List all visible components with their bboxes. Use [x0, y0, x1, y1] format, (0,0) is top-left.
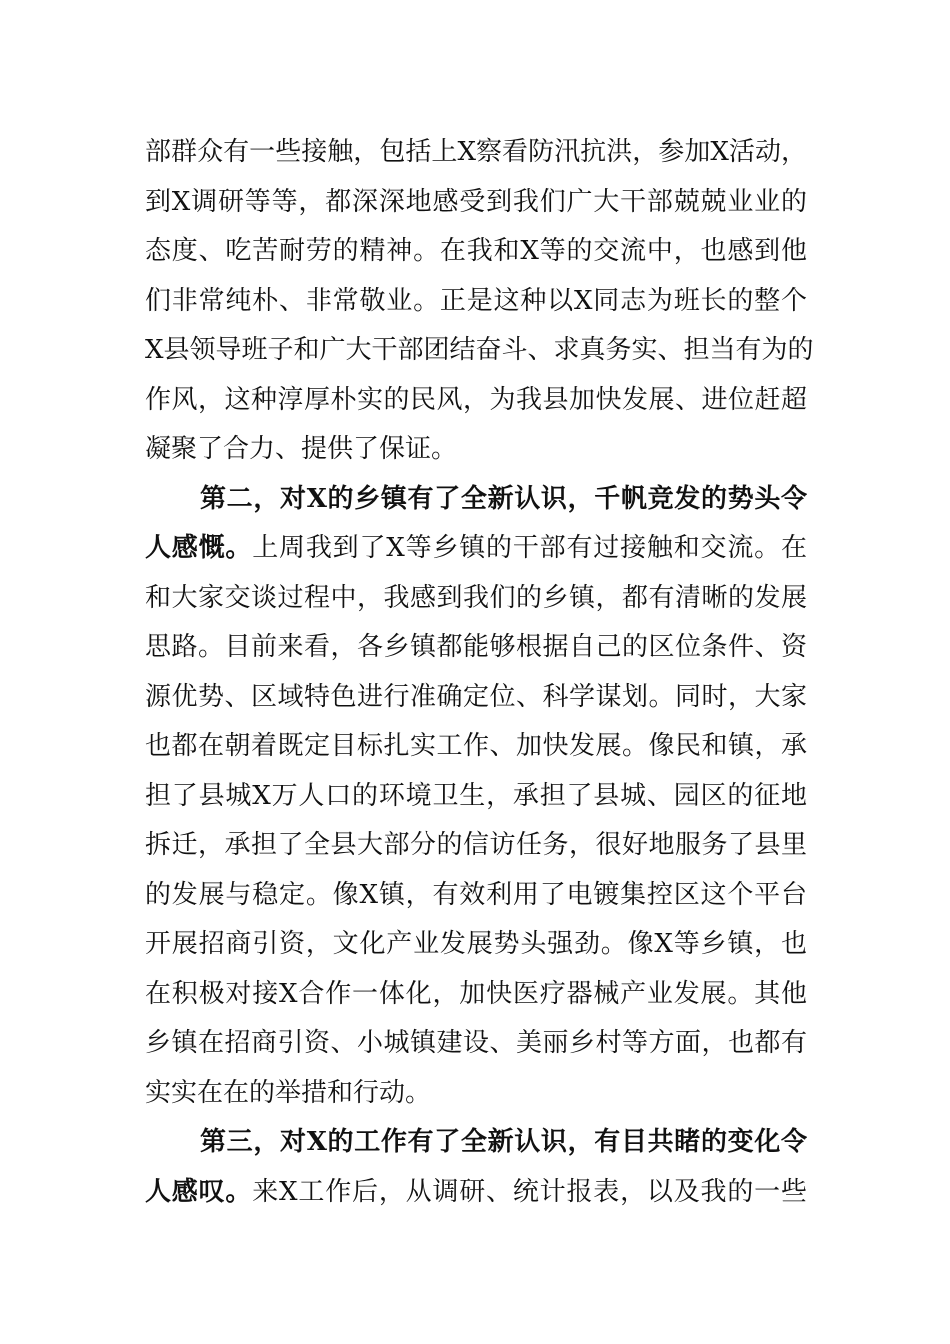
paragraph-1-line-4: 们非常纯朴、非常敬业。正是这种以X同志为班长的整个 [145, 285, 807, 316]
paragraph-2-line-8: 拆迁，承担了全县大部分的信访任务，很好地服务了县里 [145, 830, 807, 860]
paragraph-2-heading-line-1: 第二，对X的乡镇有了全新认识，千帆竞发的势头令 [200, 483, 807, 514]
paragraph-1-line-7: 凝聚了合力、提供了保证。 [145, 434, 458, 464]
paragraph-3-line-2-rest: 来X工作后，从调研、统计报表，以及我的一些 [252, 1176, 807, 1207]
paragraph-1-line-5: X县领导班子和广大干部团结奋斗、求真务实、担当有为的 [145, 335, 814, 365]
paragraph-3-heading-line-1: 第三，对X的工作有了全新认识，有目共睹的变化令 [200, 1127, 807, 1157]
paragraph-2-line-6: 也都在朝着既定目标扎实工作、加快发展。像民和镇，承 [145, 731, 807, 761]
paragraph-3-line-2 [145, 1168, 807, 1218]
paragraph-3-heading-end: 人感叹。 [145, 1176, 253, 1207]
paragraph-2-line-12: 乡镇在招商引资、小城镇建设、美丽乡村等方面，也都有 [145, 1028, 807, 1058]
paragraph-1-line-6: 作风，这种淳厚朴实的民风，为我县加快发展、进位赶超 [145, 384, 807, 415]
paragraph-2-line-7: 担了县城X万人口的环境卫生，承担了县城、园区的征地 [145, 780, 807, 811]
paragraph-2-line-9: 的发展与稳定。像X镇，有效利用了电镀集控区这个平台 [145, 879, 807, 910]
paragraph-2-line-13: 实实在在的举措和行动。 [145, 1077, 432, 1108]
paragraph-1-line-3: 态度、吃苦耐劳的精神。在我和X等的交流中，也感到他 [145, 236, 807, 266]
paragraph-2-heading-end: 人感慨。 [145, 533, 253, 563]
paragraph-2-line-10: 开展招商引资，文化产业发展势头强劲。像X等乡镇，也 [145, 929, 807, 959]
paragraph-1-line-1: 部群众有一些接触，包括上X察看防汛抗洪，参加X活动， [145, 137, 807, 167]
paragraph-2-line-2 [145, 524, 807, 574]
paragraph-2-line-11: 在积极对接X合作一体化，加快医疗器械产业发展。其他 [145, 978, 807, 1009]
paragraph-2-line-5: 源优势、区域特色进行准确定位、科学谋划。同时，大家 [145, 681, 807, 712]
paragraph-1-line-2: 到X调研等等，都深深地感受到我们广大干部兢兢业业的 [145, 186, 807, 217]
paragraph-2-line-4: 思路。目前来看，各乡镇都能够根据自己的区位条件、资 [145, 632, 807, 662]
paragraph-2-line-2-rest: 上周我到了X等乡镇的干部有过接触和交流。在 [252, 533, 807, 563]
body-text [145, 128, 814, 1217]
paragraph-2-line-3: 和大家交谈过程中，我感到我们的乡镇，都有清晰的发展 [145, 582, 807, 613]
